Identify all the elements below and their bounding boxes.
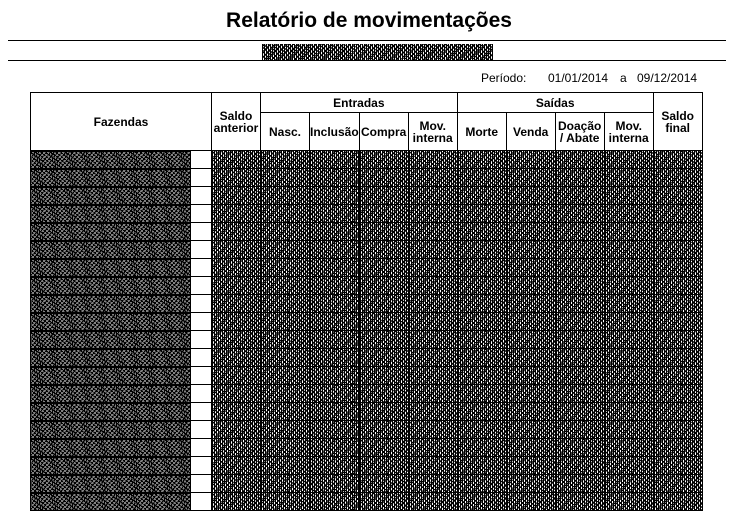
redacted-value-cell [604,493,653,511]
redacted-value-cell [555,439,604,457]
redacted-value-cell [310,205,360,223]
spacer-cell [191,385,212,403]
redacted-value-cell [555,151,604,169]
redacted-value-cell [604,457,653,475]
redacted-value-cell [653,187,702,205]
redacted-value-cell [457,259,506,277]
redacted-value-cell [310,439,360,457]
redacted-value-cell [506,205,555,223]
spacer-cell [191,205,212,223]
redacted-value-cell [212,349,261,367]
redacted-value-cell [408,403,457,421]
table-row [31,493,703,511]
redacted-value-cell [604,403,653,421]
redacted-value-cell [457,277,506,295]
header-entradas: Entradas [261,93,458,113]
redacted-value-cell [555,277,604,295]
redacted-value-cell [506,457,555,475]
redacted-value-cell [310,349,360,367]
redacted-value-cell [653,439,702,457]
header-saldo-anterior: Saldo anterior [212,93,261,151]
redacted-value-cell [457,241,506,259]
redacted-value-cell [310,277,360,295]
redacted-value-cell [408,295,457,313]
redacted-value-cell [359,241,408,259]
redacted-value-cell [457,421,506,439]
redacted-value-cell [359,223,408,241]
redacted-value-cell [506,169,555,187]
redacted-value-cell [212,439,261,457]
redacted-value-cell [310,241,360,259]
redacted-value-cell [261,385,310,403]
redacted-value-cell [310,493,360,511]
table-row [31,385,703,403]
spacer-cell [191,241,212,259]
redacted-value-cell [506,151,555,169]
redacted-value-cell [653,223,702,241]
header-saidas: Saídas [457,93,653,113]
table-row [31,457,703,475]
redacted-value-cell [604,223,653,241]
redacted-value-cell [212,457,261,475]
report-title: Relatório de movimentações [226,9,512,32]
redacted-value-cell [653,295,702,313]
redacted-value-cell [261,151,310,169]
spacer-cell [191,331,212,349]
redacted-value-cell [359,187,408,205]
redacted-value-cell [359,493,408,511]
redacted-value-cell [555,403,604,421]
redacted-value-cell [261,439,310,457]
redacted-value-cell [261,205,310,223]
redacted-value-cell [212,259,261,277]
spacer-cell [191,187,212,205]
redacted-value-cell [261,295,310,313]
redacted-fazenda-cell [31,277,191,295]
redacted-fazenda-cell [31,151,191,169]
redacted-value-cell [408,187,457,205]
redacted-value-cell [506,313,555,331]
movements-table [30,92,703,511]
redacted-value-cell [408,475,457,493]
redacted-value-cell [457,313,506,331]
spacer-cell [191,349,212,367]
redacted-value-cell [506,241,555,259]
redacted-value-cell [212,421,261,439]
redacted-value-cell [261,331,310,349]
redacted-value-cell [212,475,261,493]
redacted-value-cell [604,295,653,313]
redacted-value-cell [506,403,555,421]
table-row [31,403,703,421]
redacted-value-cell [261,403,310,421]
table-row [31,241,703,259]
redacted-fazenda-cell [31,331,191,349]
spacer-cell [191,367,212,385]
header-compra: Compra [359,113,408,151]
redacted-value-cell [310,259,360,277]
table-row [31,439,703,457]
table-row [31,421,703,439]
redacted-fazenda-cell [31,223,191,241]
redacted-value-cell [408,277,457,295]
redacted-fazenda-cell [31,349,191,367]
redacted-value-cell [359,421,408,439]
redacted-value-cell [359,385,408,403]
redacted-value-cell [555,259,604,277]
redacted-value-cell [457,187,506,205]
redacted-value-cell [457,439,506,457]
redacted-fazenda-cell [31,367,191,385]
redacted-value-cell [604,439,653,457]
redacted-fazenda-cell [31,313,191,331]
redacted-value-cell [261,457,310,475]
redacted-value-cell [653,151,702,169]
redacted-value-cell [653,367,702,385]
redacted-value-cell [359,403,408,421]
redacted-value-cell [555,493,604,511]
redacted-value-cell [212,205,261,223]
redacted-value-cell [408,151,457,169]
redacted-value-cell [653,241,702,259]
redacted-value-cell [359,331,408,349]
redacted-value-cell [212,385,261,403]
redacted-value-cell [408,331,457,349]
redacted-value-cell [604,475,653,493]
redacted-value-cell [555,385,604,403]
table-row [31,169,703,187]
table-row [31,277,703,295]
redacted-value-cell [653,457,702,475]
redacted-value-cell [261,169,310,187]
table-row [31,313,703,331]
redacted-value-cell [212,223,261,241]
redacted-value-cell [212,403,261,421]
redacted-value-cell [310,385,360,403]
redacted-value-cell [457,385,506,403]
redacted-value-cell [310,457,360,475]
redacted-fazenda-cell [31,259,191,277]
redacted-fazenda-cell [31,439,191,457]
spacer-cell [191,475,212,493]
table-body [31,151,703,511]
redacted-value-cell [555,169,604,187]
redacted-value-cell [653,205,702,223]
spacer-cell [191,457,212,475]
redacted-value-cell [506,295,555,313]
redacted-fazenda-cell [31,403,191,421]
header-venda: Venda [506,113,555,151]
redacted-value-cell [457,169,506,187]
redacted-value-cell [457,331,506,349]
spacer-cell [191,403,212,421]
header-morte: Morte [457,113,506,151]
redacted-value-cell [310,331,360,349]
redacted-value-cell [506,277,555,295]
redacted-value-cell [212,493,261,511]
redacted-value-cell [555,187,604,205]
redacted-value-cell [359,457,408,475]
redacted-value-cell [261,367,310,385]
redacted-value-cell [555,205,604,223]
redacted-value-cell [359,205,408,223]
table-row [31,295,703,313]
spacer-cell [191,277,212,295]
redacted-value-cell [604,349,653,367]
redacted-value-cell [653,349,702,367]
redacted-value-cell [555,241,604,259]
spacer-cell [191,151,212,169]
period-end: 09/12/2014 [637,71,698,85]
redacted-value-cell [359,169,408,187]
redacted-value-cell [506,385,555,403]
redacted-value-cell [408,169,457,187]
period-start: 01/01/2014 [548,71,609,85]
redacted-value-cell [653,421,702,439]
redacted-value-cell [212,187,261,205]
redacted-value-cell [261,187,310,205]
redacted-value-cell [506,349,555,367]
redacted-value-cell [555,331,604,349]
redacted-value-cell [555,223,604,241]
redacted-fazenda-cell [31,187,191,205]
redacted-value-cell [408,367,457,385]
redacted-value-cell [261,475,310,493]
redacted-value-cell [212,367,261,385]
redacted-fazenda-cell [31,475,191,493]
title-divider-top [8,40,726,41]
redacted-value-cell [457,457,506,475]
redacted-value-cell [310,187,360,205]
redacted-value-cell [212,295,261,313]
redacted-value-cell [604,421,653,439]
redacted-value-cell [261,493,310,511]
redacted-value-cell [604,241,653,259]
redacted-value-cell [408,421,457,439]
header-inclusao: Inclusão [310,113,360,151]
redacted-value-cell [261,223,310,241]
redacted-value-cell [457,223,506,241]
redacted-value-cell [408,241,457,259]
redacted-fazenda-cell [31,169,191,187]
table-row [31,259,703,277]
redacted-value-cell [310,367,360,385]
redacted-value-cell [310,421,360,439]
header-nasc: Nasc. [261,113,310,151]
redacted-fazenda-cell [31,493,191,511]
redacted-value-cell [261,259,310,277]
spacer-cell [191,439,212,457]
redacted-value-cell [555,295,604,313]
redacted-value-cell [212,241,261,259]
redacted-value-cell [261,421,310,439]
redacted-fazenda-cell [31,457,191,475]
redacted-value-cell [653,169,702,187]
redacted-value-cell [310,403,360,421]
title-divider-bottom [8,60,726,61]
redacted-value-cell [506,223,555,241]
redacted-value-cell [212,277,261,295]
table-row [31,205,703,223]
redacted-fazenda-cell [31,241,191,259]
redacted-value-cell [457,475,506,493]
redacted-value-cell [457,205,506,223]
redacted-value-cell [261,313,310,331]
redacted-value-cell [555,349,604,367]
redacted-value-cell [359,439,408,457]
redacted-value-cell [604,385,653,403]
redacted-value-cell [261,277,310,295]
redacted-value-cell [310,169,360,187]
redacted-value-cell [212,313,261,331]
redacted-fazenda-cell [31,421,191,439]
redacted-value-cell [261,349,310,367]
redacted-value-cell [261,241,310,259]
redacted-value-cell [408,439,457,457]
period-separator: a [620,71,627,85]
redacted-value-cell [310,475,360,493]
redacted-value-cell [310,313,360,331]
redacted-value-cell [457,367,506,385]
redacted-value-cell [506,439,555,457]
redacted-value-cell [506,367,555,385]
redacted-value-cell [212,151,261,169]
redacted-value-cell [506,421,555,439]
redacted-value-cell [212,331,261,349]
redacted-value-cell [359,313,408,331]
redacted-value-cell [506,187,555,205]
table-row [31,187,703,205]
redacted-value-cell [604,313,653,331]
spacer-cell [191,169,212,187]
table-row [31,331,703,349]
redacted-value-cell [408,313,457,331]
spacer-cell [191,421,212,439]
redacted-value-cell [359,475,408,493]
redacted-value-cell [408,349,457,367]
redacted-value-cell [653,403,702,421]
spacer-cell [191,259,212,277]
redacted-value-cell [506,331,555,349]
redacted-value-cell [310,295,360,313]
table-row [31,475,703,493]
redacted-value-cell [457,295,506,313]
redacted-fazenda-cell [31,385,191,403]
redacted-value-cell [408,457,457,475]
redacted-value-cell [359,277,408,295]
spacer-cell [191,493,212,511]
redacted-value-cell [653,331,702,349]
redacted-value-cell [457,493,506,511]
redacted-value-cell [359,349,408,367]
redacted-value-cell [457,403,506,421]
redacted-value-cell [555,367,604,385]
redacted-value-cell [604,187,653,205]
redacted-value-cell [506,493,555,511]
redacted-value-cell [555,421,604,439]
redacted-fazenda-cell [31,295,191,313]
redacted-value-cell [604,169,653,187]
redacted-value-cell [359,151,408,169]
redacted-value-cell [653,493,702,511]
redacted-value-cell [408,493,457,511]
redacted-value-cell [408,205,457,223]
redacted-value-cell [604,277,653,295]
redacted-value-cell [408,223,457,241]
redacted-value-cell [359,259,408,277]
table-row [31,349,703,367]
redacted-value-cell [408,385,457,403]
period-label: Período: [481,71,527,85]
redacted-value-cell [506,475,555,493]
redacted-value-cell [604,259,653,277]
redacted-value-cell [310,223,360,241]
spacer-cell [191,313,212,331]
header-mov-interna-saida: Mov. interna [604,113,653,151]
redacted-value-cell [457,151,506,169]
redacted-value-cell [555,457,604,475]
redacted-value-cell [555,475,604,493]
table-row [31,223,703,241]
spacer-cell [191,295,212,313]
redacted-value-cell [653,313,702,331]
redacted-value-cell [653,277,702,295]
redacted-value-cell [653,475,702,493]
redacted-value-cell [555,313,604,331]
redacted-subtitle [262,44,493,60]
table-row [31,151,703,169]
redacted-value-cell [506,259,555,277]
redacted-value-cell [604,331,653,349]
redacted-value-cell [408,259,457,277]
redacted-value-cell [604,151,653,169]
redacted-value-cell [359,367,408,385]
table-row [31,367,703,385]
redacted-value-cell [212,169,261,187]
redacted-value-cell [310,151,360,169]
redacted-value-cell [604,367,653,385]
header-fazendas: Fazendas [31,93,212,151]
redacted-value-cell [457,349,506,367]
redacted-value-cell [653,259,702,277]
spacer-cell [191,223,212,241]
header-mov-interna-entrada: Mov. interna [408,113,457,151]
redacted-fazenda-cell [31,205,191,223]
redacted-value-cell [359,295,408,313]
header-doacao-abate: Doação / Abate [555,113,604,151]
redacted-value-cell [604,205,653,223]
header-saldo-final: Saldo final [653,93,702,151]
redacted-value-cell [653,385,702,403]
